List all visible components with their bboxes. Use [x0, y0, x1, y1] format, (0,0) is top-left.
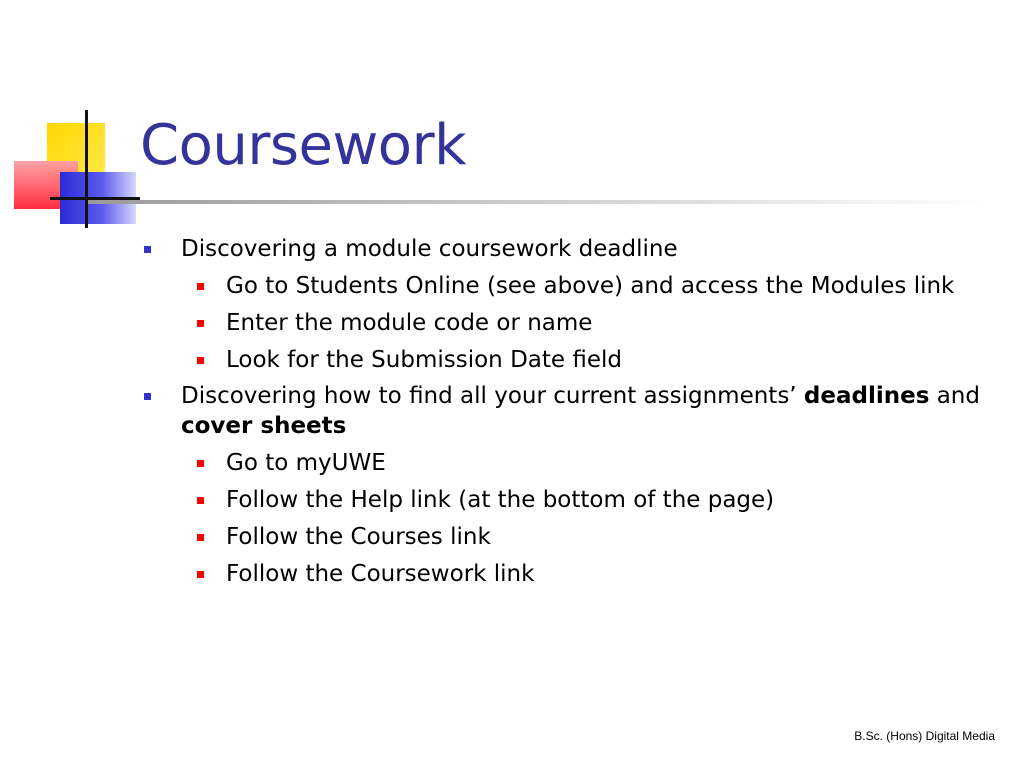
bullet-text-part: Discovering how to find all your current assignments’	[181, 383, 804, 409]
red-square-bullet-icon	[197, 497, 204, 504]
red-square-bullet-icon	[197, 571, 204, 578]
bullet-list	[0, 228, 1024, 589]
sub-bullet-text: Follow the Help link (at the bottom of the page)	[226, 487, 775, 513]
sub-bullet-text: Enter the module code or name	[226, 310, 593, 336]
red-square-bullet-icon	[197, 460, 204, 467]
red-square-bullet-icon	[197, 534, 204, 541]
bullet-text-part: and	[929, 383, 980, 409]
sub-bullet-text: Follow the Courses link	[226, 524, 491, 550]
red-square-bullet-icon	[197, 320, 204, 327]
blue-square-bullet-icon	[144, 246, 151, 253]
sub-bullet-item	[226, 485, 986, 515]
sub-bullet-item	[226, 448, 986, 478]
sub-bullet-item	[226, 308, 986, 338]
sub-bullet-item	[226, 559, 986, 589]
red-square-bullet-icon	[197, 357, 204, 364]
bullet-text	[181, 383, 980, 439]
slide-footer: B.Sc. (Hons) Digital Media	[854, 729, 995, 743]
sub-bullet-text: Follow the Coursework link	[226, 561, 535, 587]
title-divider	[88, 200, 988, 204]
slide-title: Coursework	[140, 113, 467, 178]
vertical-line	[85, 110, 88, 228]
bold-deadlines: deadlines	[803, 383, 930, 409]
sub-bullet-text: Go to Students Online (see above) and access the Modules link	[226, 273, 955, 299]
decorative-logo	[0, 0, 160, 240]
sub-bullet-item	[226, 271, 986, 301]
blue-square-bullet-icon	[144, 393, 151, 400]
bullet-item	[181, 381, 1001, 441]
sub-bullet-text: Look for the Submission Date field	[226, 347, 622, 373]
bullet-item	[181, 234, 1001, 264]
sub-bullet-item	[226, 522, 986, 552]
sub-bullet-item	[226, 345, 986, 375]
red-square-bullet-icon	[197, 283, 204, 290]
bold-cover-sheets: cover sheets	[181, 413, 347, 439]
bullet-text: Discovering a module coursework deadline	[181, 236, 678, 262]
sub-bullet-text: Go to myUWE	[226, 450, 386, 476]
